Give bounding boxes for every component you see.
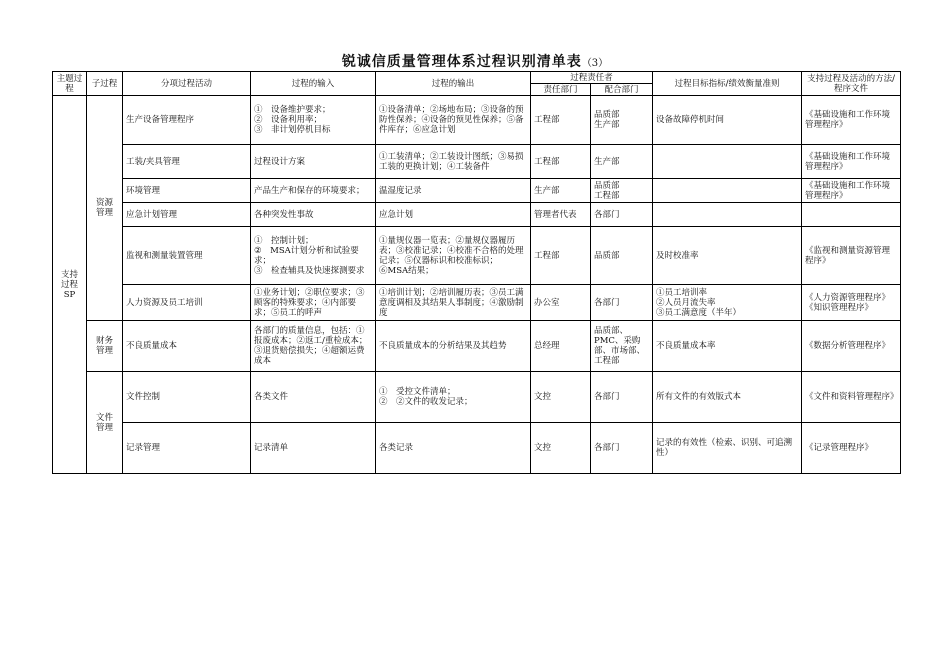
kpi-cell: 及时校准率 [653,227,802,285]
input-cell: 各种突发性事故 [251,203,376,227]
output-cell: ① 受控文件清单； ② ②文件的收发记录； [376,372,531,423]
header-output: 过程的输出 [376,72,531,96]
procedure-cell: 《记录管理程序》 [802,423,901,474]
kpi-cell [653,145,802,179]
responsible-dept-cell: 办公室 [531,285,591,321]
procedure-cell: 《人力资源管理程序》《知识管理程序》 [802,285,901,321]
procedure-cell: 《数据分析管理程序》 [802,321,901,372]
header-cooperating-dept: 配合部门 [591,84,653,96]
procedure-cell: 《监视和测量资源管理程序》 [802,227,901,285]
responsible-dept-cell: 工程部 [531,145,591,179]
responsible-dept-cell: 工程部 [531,96,591,145]
process-table [52,71,901,474]
kpi-cell: 不良质量成本率 [653,321,802,372]
output-cell: 各类记录 [376,423,531,474]
responsible-dept-cell: 文控 [531,423,591,474]
cooperating-dept-cell: 品质部、PMC、采购部、市场部、工程部 [591,321,653,372]
procedure-cell: 《基础设施和工作环境管理程序》 [802,96,901,145]
table-row [53,285,901,321]
kpi-cell: 记录的有效性（检索、识别、可追溯性） [653,423,802,474]
header-input: 过程的输入 [251,72,376,96]
cooperating-dept-cell: 生产部 [591,145,653,179]
table-row [53,179,901,203]
activity-cell: 环境管理 [123,179,251,203]
activity-cell: 文件控制 [123,372,251,423]
table-row [53,145,901,179]
group-finance-cell: 财务管理 [87,321,123,372]
output-cell: ①培训计划；②培训履历表；③员工满意度调相及其结果人事制度；④激励制度 [376,285,531,321]
output-cell: ①工装清单；②工装设计图纸；③易损工装的更换计划；④工装备件 [376,145,531,179]
table-row [53,203,901,227]
header-activity: 分项过程活动 [123,72,251,96]
table-row [53,96,901,145]
cooperating-dept-cell: 品质部 工程部 [591,179,653,203]
procedure-cell: 《基础设施和工作环境管理程序》 [802,145,901,179]
kpi-cell: ①员工培训率 ②人员月流失率 ③员工满意度（半年） [653,285,802,321]
input-cell: 各类文件 [251,372,376,423]
output-cell: ①设备清单；②场地布局；③设备的预防性保养；④设备的预见性保养；⑤备件库存；⑥应急计划 [376,96,531,145]
input-cell: ① 控制计划； ② MSA计划分析和试验要求； ③ 检查辅具及快速探测要求 [251,227,376,285]
header-kpi: 过程目标指标/绩效衡量准则 [653,72,802,96]
table-row [53,423,901,474]
responsible-dept-cell: 工程部 [531,227,591,285]
kpi-cell [653,203,802,227]
cooperating-dept-cell: 品质部 [591,227,653,285]
output-cell: 应急计划 [376,203,531,227]
title-sub: （3） [581,58,609,69]
kpi-cell [653,179,802,203]
procedure-cell: 《基础设施和工作环境管理程序》 [802,179,901,203]
cooperating-dept-cell: 各部门 [591,285,653,321]
input-cell: 产品生产和保存的环境要求； [251,179,376,203]
cooperating-dept-cell: 品质部 生产部 [591,96,653,145]
header-responsibility: 过程责任者 [531,72,653,84]
activity-cell: 工装/夹具管理 [123,145,251,179]
activity-cell: 人力资源及员工培训 [123,285,251,321]
activity-cell: 记录管理 [123,423,251,474]
output-cell: 温湿度记录 [376,179,531,203]
header-main-process: 主题过程 [53,72,87,96]
activity-cell: 生产设备管理程序 [123,96,251,145]
responsible-dept-cell: 文控 [531,372,591,423]
responsible-dept-cell: 管理者代表 [531,203,591,227]
kpi-cell: 设备故障停机时间 [653,96,802,145]
cooperating-dept-cell: 各部门 [591,203,653,227]
input-cell: ① 设备维护要求； ② 设备利用率； ③ 非计划停机目标 [251,96,376,145]
input-cell: 记录清单 [251,423,376,474]
header-sub-process: 子过程 [87,72,123,96]
activity-cell: 监视和测量装置管理 [123,227,251,285]
procedure-cell [802,203,901,227]
group-resource-cell: 资源管理 [87,96,123,321]
header-row-1 [53,72,901,84]
header-procedures: 支持过程及活动的方法/程序文件 [802,72,901,96]
cooperating-dept-cell: 各部门 [591,423,653,474]
title-main: 锐诚信质量管理体系过程识别清单表 [341,54,582,70]
input-cell: 过程设计方案 [251,145,376,179]
group-document-cell: 文件管理 [87,372,123,474]
table-row [53,372,901,423]
responsible-dept-cell: 总经理 [531,321,591,372]
cooperating-dept-cell: 各部门 [591,372,653,423]
main-process-cell: 支持过程SP [53,96,87,474]
procedure-cell: 《文件和资料管理程序》 [802,372,901,423]
responsible-dept-cell: 生产部 [531,179,591,203]
input-cell: ①业务计划；②职位要求；③顾客的特殊要求；④内部要求；⑤员工的呼声 [251,285,376,321]
activity-cell: 应急计划管理 [123,203,251,227]
kpi-cell: 所有文件的有效版式本 [653,372,802,423]
output-cell: ①量规仪器一览表；②量规仪器履历表；③校准记录；④校准不合格的处理记录；⑤仪器标识和校准标识；⑥MSA结果； [376,227,531,285]
activity-cell: 不良质量成本 [123,321,251,372]
input-cell: 各部门的质量信息，包括：①报废成本；②返工/重检成本；③退货赔偿损失；④超额运费成本 [251,321,376,372]
output-cell: 不良质量成本的分析结果及其趋势 [376,321,531,372]
page-title [0,51,950,71]
table-row [53,321,901,372]
header-responsible-dept: 责任部门 [531,84,591,96]
table-row [53,227,901,285]
